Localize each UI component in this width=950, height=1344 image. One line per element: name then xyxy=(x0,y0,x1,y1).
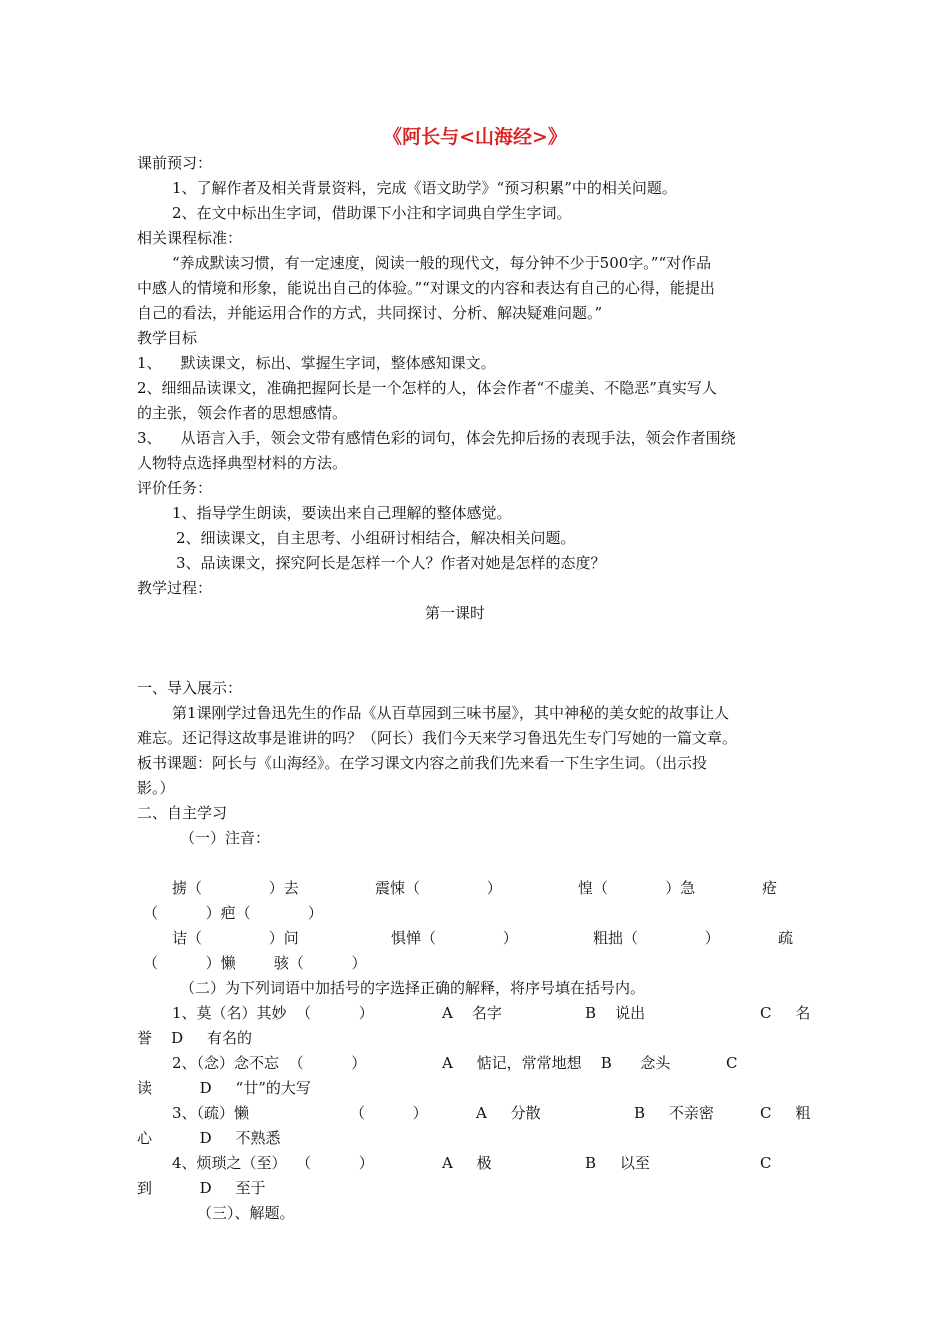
preview-item-1: 1、了解作者及相关背景资料，完成《语文助学》“预习积累”中的相关问题。 xyxy=(172,179,677,197)
phonetic-row1-b: 震悚（ ） xyxy=(375,879,502,897)
section-2-heading: 二、自主学习 xyxy=(137,804,228,822)
phonetic-row2: （ ）疤（ ） xyxy=(143,904,323,922)
question-4-option-b: B 以至 xyxy=(585,1154,650,1172)
question-2-wrap: 读 D “廿”的大写 xyxy=(137,1079,311,1097)
evaluation-item-2: 2、细读课文，自主思考、小组研讨相结合，解决相关问题。 xyxy=(176,529,576,547)
question-3-wrap: 心 D 不熟悉 xyxy=(137,1129,281,1147)
question-2-options-ab: A 惦记，常常地想 B 念头 xyxy=(442,1054,671,1072)
question-1-stem: 1、莫（名）其妙 （ ） xyxy=(172,1004,374,1022)
question-3-stem: 3、（疏）懒 xyxy=(172,1104,250,1122)
title-analysis-subheading: （三）、解题。 xyxy=(197,1204,295,1222)
phonetic-row3-c: 粗拙（ ） xyxy=(593,929,720,947)
phonetic-row4: （ ）懒 骇（ ） xyxy=(143,954,367,972)
section-1-line-3: 板书课题：阿长与《山海经》。在学习课文内容之前我们先来看一下生字生词。（出示投 xyxy=(137,754,708,772)
question-4-option-c: C xyxy=(760,1154,772,1172)
question-3-blank: （ ） xyxy=(350,1104,428,1122)
question-1-wrap: 誉 D 有名的 xyxy=(137,1029,252,1047)
preview-heading: 课前预习： xyxy=(137,154,213,172)
question-1-option-a: A 名字 xyxy=(442,1004,502,1022)
preview-item-2: 2、在文中标出生字词，借助课下小注和字词典自学生字词。 xyxy=(172,204,572,222)
document-title: 《阿长与<山海经>》 xyxy=(383,126,567,148)
phonetic-row1-d: 疮 xyxy=(762,879,778,897)
goal-item-3a: 3、 从语言入手，领会文带有感情色彩的词句，体会先抑后扬的表现手法，领会作者围绕 xyxy=(137,429,736,447)
goal-item-3b: 人物特点选择典型材料的方法。 xyxy=(137,454,348,472)
standard-heading: 相关课程标准： xyxy=(137,229,243,247)
section-1-line-1: 第1课刚学过鲁迅先生的作品《从百草园到三味书屋》，其中神秘的美女蛇的故事让人 xyxy=(172,704,730,722)
evaluation-item-3: 3、品读课文，探究阿长是怎样一个人？作者对她是怎样的态度？ xyxy=(176,554,606,572)
goal-item-2a: 2、细细品读课文，准确把握阿长是一个怎样的人，体会作者“不虚美、不隐恶”真实写人 xyxy=(137,379,717,397)
phonetic-row3-d: 疏 xyxy=(778,929,794,947)
question-2-stem: 2、（念）念不忘 （ ） xyxy=(172,1054,367,1072)
question-4-stem: 4、烦琐之（至） （ ） xyxy=(172,1154,374,1172)
question-3-option-c: C 粗 xyxy=(760,1104,811,1122)
meaning-subheading: （二）为下列词语中加括号的字选择正确的解释，将序号填在括号内。 xyxy=(180,979,646,997)
question-4-wrap: 到 D 至于 xyxy=(137,1179,266,1197)
goal-item-1: 1、 默读课文，标出、掌握生字词，整体感知课文。 xyxy=(137,354,496,372)
question-3-option-a: A 分散 xyxy=(476,1104,541,1122)
question-3-option-b: B 不亲密 xyxy=(634,1104,714,1122)
phonetic-row3-b: 惧惮（ ） xyxy=(391,929,518,947)
section-1-heading: 一、导入展示： xyxy=(137,679,243,697)
section-1-line-2: 难忘。还记得这故事是谁讲的吗？（阿长）我们今天来学习鲁迅先生专门写她的一篇文章。 xyxy=(137,729,738,747)
standard-line-3: 自己的看法，并能运用合作的方式，共同探讨、分析、解决疑难问题。” xyxy=(137,304,603,322)
section-1-line-4: 影。） xyxy=(137,779,175,797)
goal-item-2b: 的主张，领会作者的思想感情。 xyxy=(137,404,348,422)
phonetic-row1-c: 惶（ ）急 xyxy=(578,879,696,897)
question-1-option-b: B 说出 xyxy=(585,1004,646,1022)
phonetic-subheading: （一）注音： xyxy=(180,829,271,847)
evaluation-item-1: 1、指导学生朗读，要读出来自己理解的整体感觉。 xyxy=(172,504,512,522)
standard-line-2: 中感人的情境和形象，能说出自己的体验。”“对课文的内容和表达有自己的心得，能提出 xyxy=(137,279,715,297)
phonetic-row1-a: 掳（ ）去 xyxy=(172,879,299,897)
question-2-option-c: C xyxy=(726,1054,738,1072)
lesson-heading: 第一课时 xyxy=(424,604,485,622)
process-heading: 教学过程： xyxy=(137,579,213,597)
question-1-option-c: C 名 xyxy=(760,1004,811,1022)
question-4-option-a: A 极 xyxy=(442,1154,492,1172)
standard-line-1: “养成默读习惯，有一定速度，阅读一般的现代文，每分钟不少于500字。”“对作品 xyxy=(172,254,712,272)
evaluation-heading: 评价任务： xyxy=(137,479,213,497)
goal-heading: 教学目标 xyxy=(137,329,198,347)
phonetic-row3-a: 诘（ ）问 xyxy=(172,929,299,947)
